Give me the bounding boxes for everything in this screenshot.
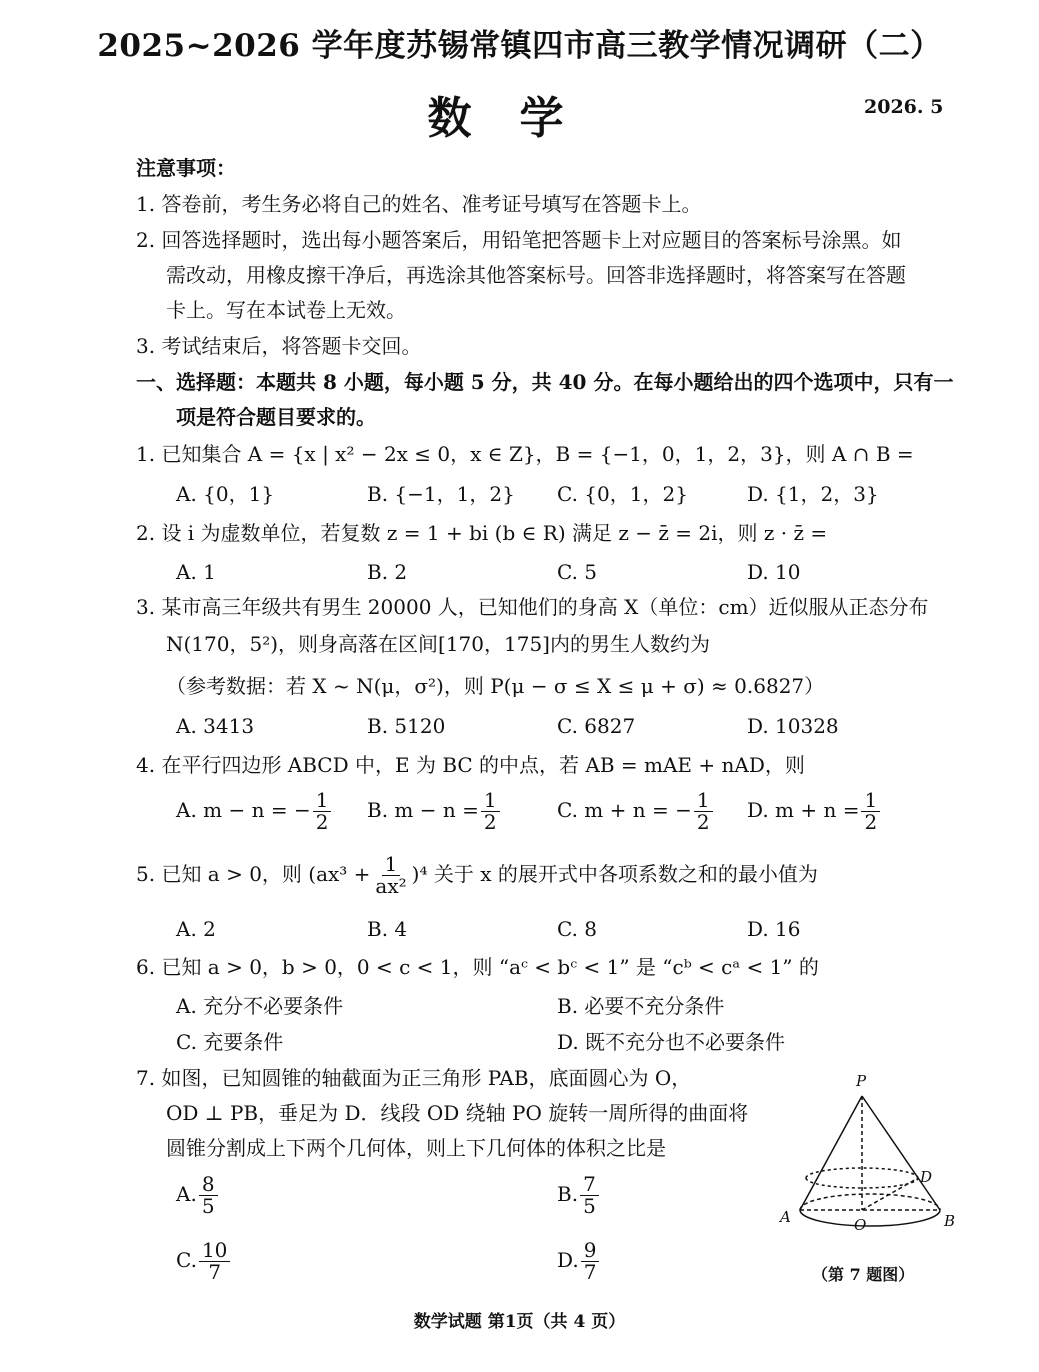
q7-option-c bbox=[176, 1240, 232, 1283]
q7-option-a-text: A. bbox=[176, 1182, 197, 1206]
fraction bbox=[481, 790, 500, 833]
q2-option-c: C. 5 bbox=[557, 560, 598, 584]
fraction-numerator: 10 bbox=[199, 1240, 230, 1262]
q4-option-d-text: D. m + n = bbox=[747, 798, 860, 822]
fraction bbox=[199, 1240, 230, 1283]
question-3-reference: （参考数据：若 X ~ N(μ，σ²)，则 P(μ − σ ≤ X ≤ μ + σ) ≈ 0.6827） bbox=[166, 674, 825, 698]
label-d: D bbox=[920, 1168, 933, 1186]
fraction-denominator: ax² bbox=[375, 874, 407, 898]
cone-figure bbox=[770, 1060, 970, 1260]
cone-base-front bbox=[800, 1210, 940, 1226]
question-7-stem: 7. 如图，已知圆锥的轴截面为正三角形 PAB，底面圆心为 O， bbox=[136, 1066, 692, 1090]
section-heading-cont: 项是符合题目要求的。 bbox=[176, 405, 376, 429]
q2-option-d: D. 10 bbox=[747, 560, 801, 584]
q4-option-c-text: C. m + n = − bbox=[557, 798, 692, 822]
notice-item: 2. 回答选择题时，选出每小题答案后，用铅笔把答题卡上对应题目的答案标号涂黑。如 bbox=[136, 228, 902, 252]
fraction bbox=[581, 1240, 600, 1283]
fraction-numerator: 7 bbox=[580, 1174, 599, 1196]
fraction bbox=[861, 790, 880, 833]
q4-option-d bbox=[747, 790, 882, 833]
q3-option-d: D. 10328 bbox=[747, 714, 839, 738]
label-b: B bbox=[944, 1212, 956, 1230]
q1-option-a: A. {0，1} bbox=[176, 482, 275, 506]
q7-option-c-text: C. bbox=[176, 1248, 197, 1272]
fraction-numerator: 1 bbox=[382, 854, 401, 876]
section-heading: 一、选择题：本题共 8 小题，每小题 5 分，共 40 分。在每小题给出的四个选项中，只有一 bbox=[136, 370, 954, 394]
question-7-stem-cont: OD ⊥ PB，垂足为 D．线段 OD 绕轴 PO 旋转一周所得的曲面将 bbox=[166, 1101, 749, 1125]
fraction bbox=[580, 1174, 599, 1217]
question-1-stem: 1. 已知集合 A = {x | x² − 2x ≤ 0，x ∈ Z}，B = {−1，0，1，2，3}，则 A ∩ B = bbox=[136, 442, 914, 466]
cone-edge-pb bbox=[862, 1096, 940, 1210]
q5-option-d: D. 16 bbox=[747, 917, 801, 941]
fraction-numerator: 1 bbox=[861, 790, 880, 812]
fraction bbox=[199, 1174, 218, 1217]
q1-option-d: D. {1，2，3} bbox=[747, 482, 879, 506]
question-2-stem: 2. 设 i 为虚数单位，若复数 z = 1 + bi (b ∈ R) 满足 z − z̄ = 2i，则 z · z̄ = bbox=[136, 521, 828, 545]
fraction-denominator: 2 bbox=[483, 810, 497, 834]
q7-option-d bbox=[557, 1240, 601, 1283]
question-7-stem-cont: 圆锥分割成上下两个几何体，则上下几何体的体积之比是 bbox=[166, 1136, 666, 1160]
fraction-numerator: 1 bbox=[313, 790, 332, 812]
q7-option-d-text: D. bbox=[557, 1248, 579, 1272]
q1-option-c: C. {0，1，2} bbox=[557, 482, 688, 506]
fraction-denominator: 7 bbox=[583, 1260, 597, 1284]
fraction-denominator: 7 bbox=[208, 1260, 222, 1284]
fraction-denominator: 5 bbox=[583, 1194, 596, 1218]
fraction-denominator: 5 bbox=[201, 1194, 215, 1218]
question-5-stem bbox=[136, 854, 818, 897]
q7-option-a bbox=[176, 1174, 220, 1217]
q7-option-b-text: B. bbox=[557, 1182, 579, 1206]
q5-option-b: B. 4 bbox=[367, 917, 408, 941]
label-o: O bbox=[854, 1216, 867, 1234]
q6-option-c: C. 充要条件 bbox=[176, 1030, 284, 1054]
question-3-stem: 3. 某市高三年级共有男生 20000 人，已知他们的身高 X（单位：cm）近似服从正态分布 bbox=[136, 595, 929, 619]
q5-stem-post: )⁴ 关于 x 的展开式中各项系数之和的最小值为 bbox=[411, 862, 818, 886]
notice-heading: 注意事项： bbox=[136, 156, 236, 180]
subject-title: 数学 bbox=[427, 93, 612, 144]
q4-option-b bbox=[367, 790, 502, 833]
q4-option-c bbox=[557, 790, 715, 833]
fraction-numerator: 8 bbox=[199, 1174, 218, 1196]
fraction bbox=[372, 854, 409, 897]
q5-option-c: C. 8 bbox=[557, 917, 598, 941]
q4-option-a bbox=[176, 790, 333, 833]
q5-stem-pre: 5. 已知 a > 0，则 (ax³ + bbox=[136, 862, 371, 886]
fraction-numerator: 1 bbox=[481, 790, 500, 812]
q4-option-b-text: B. m − n = bbox=[367, 798, 479, 822]
fraction-denominator: 2 bbox=[864, 810, 878, 834]
question-3-stem-cont: N(170，5²)，则身高落在区间[170，175]内的男生人数约为 bbox=[166, 632, 710, 656]
cone-base-back bbox=[800, 1194, 940, 1210]
q1-option-b: B. {−1，1，2} bbox=[367, 482, 515, 506]
notice-item: 需改动，用橡皮擦干净后，再选涂其他答案标号。回答非选择题时，将答案写在答题 bbox=[166, 263, 906, 287]
question-4-stem: 4. 在平行四边形 ABCD 中，E 为 BC 的中点，若 AB = mAE + nAD，则 bbox=[136, 753, 805, 777]
notice-item: 1. 答卷前，考生务必将自己的姓名、准考证号填写在答题卡上。 bbox=[136, 192, 702, 216]
q2-option-b: B. 2 bbox=[367, 560, 408, 584]
fraction-denominator: 2 bbox=[696, 810, 710, 834]
fraction bbox=[313, 790, 332, 833]
figure-caption: （第 7 题图） bbox=[812, 1265, 915, 1284]
q6-option-d: D. 既不充分也不必要条件 bbox=[557, 1030, 786, 1054]
q3-option-b: B. 5120 bbox=[367, 714, 446, 738]
cone-edge-pa bbox=[800, 1096, 862, 1210]
q2-option-a: A. 1 bbox=[176, 560, 216, 584]
exam-title: 2025~2026 学年度苏锡常镇四市高三教学情况调研（二） bbox=[97, 28, 942, 64]
fraction-numerator: 9 bbox=[581, 1240, 600, 1262]
notice-item: 卡上。写在本试卷上无效。 bbox=[166, 298, 406, 322]
q6-option-a: A. 充分不必要条件 bbox=[176, 994, 344, 1018]
exam-date: 2026. 5 bbox=[864, 96, 944, 118]
q3-option-a: A. 3413 bbox=[176, 714, 255, 738]
page-footer: 数学试题 第1页（共 4 页） bbox=[413, 1312, 626, 1332]
label-a: A bbox=[780, 1208, 791, 1226]
fraction-numerator: 1 bbox=[694, 790, 713, 812]
q4-option-a-text: A. m − n = − bbox=[176, 798, 311, 822]
q3-option-c: C. 6827 bbox=[557, 714, 636, 738]
fraction-denominator: 2 bbox=[315, 810, 329, 834]
q5-option-a: A. 2 bbox=[176, 917, 216, 941]
q7-option-b bbox=[557, 1174, 601, 1217]
question-6-stem: 6. 已知 a > 0，b > 0，0 < c < 1，则 “aᶜ < bᶜ < 1” 是 “cᵇ < cᵃ < 1” 的 bbox=[136, 955, 819, 979]
label-p: P bbox=[856, 1072, 867, 1090]
notice-item: 3. 考试结束后，将答题卡交回。 bbox=[136, 334, 422, 358]
fraction bbox=[694, 790, 713, 833]
q6-option-b: B. 必要不充分条件 bbox=[557, 994, 725, 1018]
